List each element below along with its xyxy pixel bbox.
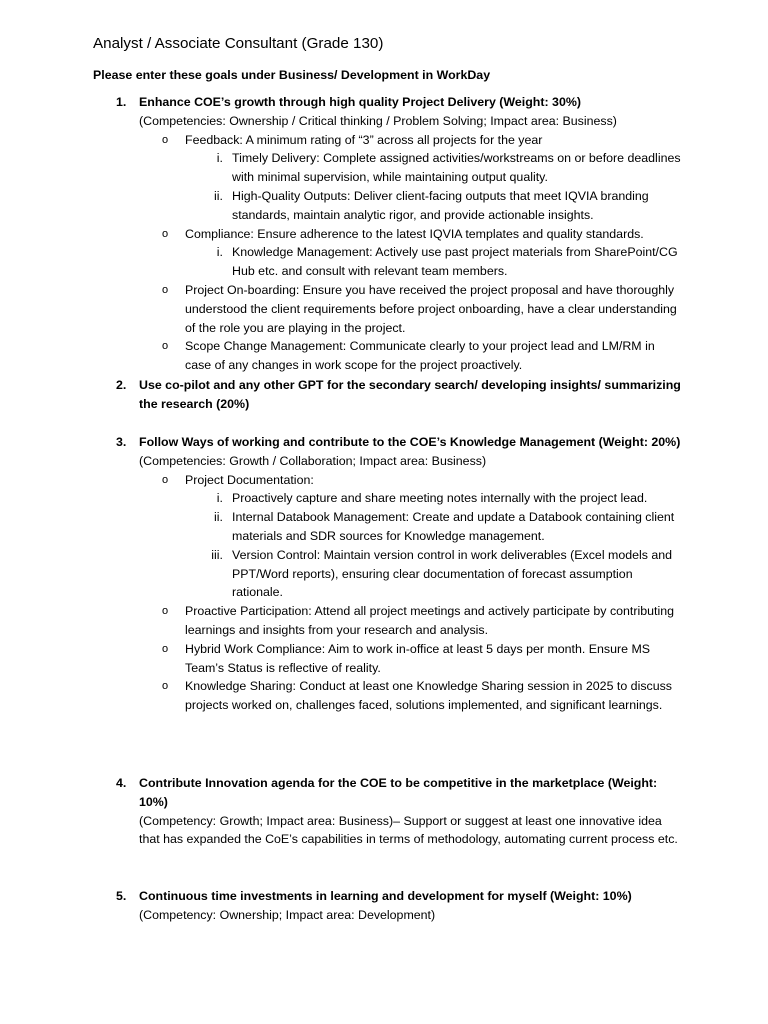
goal-1 bbox=[116, 93, 684, 375]
bullet-text: Scope Change Management: Communicate clearly to your project lead and LM/RM in case of any changes in work scope for the project proactively. bbox=[185, 339, 655, 373]
sub-item bbox=[139, 546, 684, 602]
goal-title: Contribute Innovation agenda for the COE to be competitive in the marketplace (Weight: 10%) bbox=[139, 776, 658, 809]
goal-number: 3. bbox=[116, 435, 127, 449]
bullet-marker: o bbox=[162, 133, 169, 146]
goal-2 bbox=[116, 376, 684, 414]
goal-title: Enhance COE’s growth through high quality Project Delivery (Weight: 30%) bbox=[139, 95, 581, 109]
sub-number: ii. bbox=[214, 188, 223, 203]
goal-4 bbox=[116, 774, 684, 849]
bullet-text: Proactive Participation: Attend all project meetings and actively participate by contributing learnings and insights from your research and analysis. bbox=[185, 604, 675, 637]
sub-number: i. bbox=[216, 151, 223, 166]
document-subtitle: Please enter these goals under Business/ Development in WorkDay bbox=[93, 68, 491, 82]
sub-number: ii. bbox=[214, 510, 223, 525]
bullet-marker: o bbox=[162, 283, 169, 296]
sub-text: Version Control: Maintain version control in work deliverables (Excel models and PPT/Word reports), ensuring clear documentation of forecast assumption rationale. bbox=[232, 547, 673, 600]
bullet-text: Project Documentation: bbox=[185, 472, 314, 487]
sub-list bbox=[139, 489, 684, 602]
bullet-marker: o bbox=[162, 605, 169, 618]
goal-number: 5. bbox=[116, 889, 127, 903]
goal-title: Continuous time investments in learning and development for myself (Weight: 10%) bbox=[139, 889, 632, 903]
goal-title: Follow Ways of working and contribute to the COE’s Knowledge Management (Weight: 20%) bbox=[139, 435, 681, 449]
goal-competencies: (Competencies: Growth / Collaboration; Impact area: Business) bbox=[139, 453, 487, 468]
bullet-text: Feedback: A minimum rating of “3” across all projects for the year bbox=[185, 132, 543, 147]
sub-list bbox=[139, 243, 684, 281]
bullet-marker: o bbox=[162, 642, 169, 655]
sub-text: High-Quality Outputs: Deliver client-facing outputs that meet IQVIA branding standards, maintain analytic rigor, and provide actionable insights. bbox=[232, 188, 649, 222]
sub-item bbox=[139, 187, 684, 225]
sub-item bbox=[139, 149, 684, 187]
goal-competencies: (Competency: Ownership; Impact area: Development) bbox=[139, 907, 436, 922]
bullet-marker: o bbox=[162, 680, 169, 693]
sub-text: Proactively capture and share meeting notes internally with the project lead. bbox=[232, 491, 648, 506]
goal-bullets bbox=[0, 131, 684, 375]
bullet-item bbox=[139, 131, 684, 225]
bullet-item bbox=[139, 337, 684, 375]
bullet-text: Compliance: Ensure adherence to the latest IQVIA templates and quality standards. bbox=[185, 226, 644, 241]
goal-number: 1. bbox=[116, 95, 127, 109]
sub-item bbox=[139, 508, 684, 546]
sub-item bbox=[139, 489, 684, 508]
bullet-item bbox=[139, 281, 684, 337]
bullet-text: Knowledge Sharing: Conduct at least one Knowledge Sharing session in 2025 to discuss projects worked on, challenges faced, solutions implemented, and significant learnings. bbox=[185, 679, 672, 713]
sub-item bbox=[139, 243, 684, 281]
sub-number: i. bbox=[216, 245, 223, 260]
bullet-marker: o bbox=[162, 340, 169, 353]
bullet-text: Project On-boarding: Ensure you have received the project proposal and have thoroughly understood the client requirements before project onboarding, have a clear understanding of the role you are playing in the project. bbox=[185, 282, 677, 335]
bullet-item bbox=[139, 602, 684, 640]
sub-number: i. bbox=[216, 491, 223, 506]
sub-number: iii. bbox=[211, 547, 223, 562]
bullet-item bbox=[139, 225, 684, 281]
goal-3 bbox=[116, 433, 684, 715]
goal-bullets bbox=[0, 471, 684, 715]
document-title: Analyst / Associate Consultant (Grade 130) bbox=[93, 35, 384, 52]
sub-text: Internal Databook Management: Create and update a Databook containing client materials and SDR sources for Knowledge management. bbox=[232, 510, 675, 543]
sub-text: Timely Delivery: Complete assigned activities/workstreams on or before deadlines with minimal supervision, while maintaining output quality. bbox=[232, 151, 681, 185]
goal-number: 4. bbox=[116, 776, 127, 790]
bullet-item bbox=[139, 471, 684, 603]
sub-text: Knowledge Management: Actively use past project materials from SharePoint/CG Hub etc. and consult with relevant team members. bbox=[232, 245, 678, 279]
goal-title: Use co-pilot and any other GPT for the secondary search/ developing insights/ summarizing the research (20%) bbox=[139, 378, 681, 411]
sub-list bbox=[139, 149, 684, 224]
goal-5 bbox=[116, 887, 684, 925]
bullet-text: Hybrid Work Compliance: Aim to work in-office at least 5 days per month. Ensure MS Team’s Status is reflective of reality. bbox=[185, 641, 651, 675]
bullet-marker: o bbox=[162, 473, 169, 486]
bullet-item bbox=[139, 677, 684, 715]
goal-competencies: (Competencies: Ownership / Critical thinking / Problem Solving; Impact area: Business) bbox=[139, 113, 617, 128]
bullet-marker: o bbox=[162, 227, 169, 240]
bullet-item bbox=[139, 640, 684, 678]
goal-number: 2. bbox=[116, 378, 127, 392]
goal-competencies: (Competency: Growth; Impact area: Business)– Support or suggest at least one innovative idea that has expanded the CoE’s capabilities in terms of methodology, automating current process etc. bbox=[139, 813, 678, 847]
